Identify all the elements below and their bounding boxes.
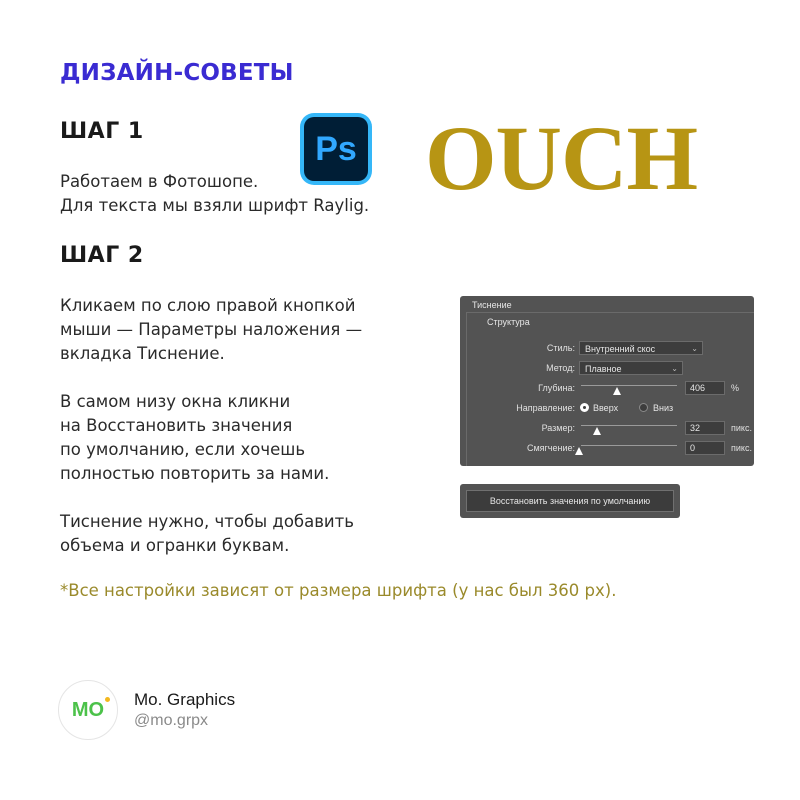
photoshop-logo-text: Ps xyxy=(304,117,368,181)
brand-logo-dot-icon xyxy=(105,697,110,702)
depth-label: Глубина: xyxy=(538,383,575,393)
direction-down-radio[interactable] xyxy=(639,403,648,412)
size-slider-thumb[interactable] xyxy=(593,427,601,435)
soften-input[interactable]: 0 xyxy=(685,441,725,455)
step2-paragraph-2 xyxy=(60,390,329,486)
direction-down-label: Вниз xyxy=(653,403,674,413)
depth-unit: % xyxy=(731,383,740,393)
chevron-down-icon: ⌄ xyxy=(671,364,678,373)
avatar xyxy=(58,680,118,740)
restore-defaults-panel xyxy=(460,484,680,518)
step1-line: Работаем в Фотошопе. xyxy=(60,172,259,191)
step2-title: ШАГ 2 xyxy=(60,243,144,268)
step2-line: Кликаем по слою правой кнопкой xyxy=(60,296,356,315)
style-select[interactable] xyxy=(579,341,703,355)
step1-line: Для текста мы взяли шрифт Raylig. xyxy=(60,196,370,215)
method-select[interactable] xyxy=(579,361,683,375)
soften-slider-track[interactable] xyxy=(581,445,677,446)
depth-slider-track[interactable] xyxy=(581,385,677,386)
brand-logo-text: MO xyxy=(71,698,105,721)
structure-group xyxy=(466,312,754,466)
sample-ouch-text: OUCH xyxy=(425,107,697,209)
step2-line: по умолчанию, если хочешь xyxy=(60,440,306,459)
step2-line: В самом низу окна кликни xyxy=(60,392,291,411)
soften-slider-thumb[interactable] xyxy=(575,447,583,455)
step1-title: ШАГ 1 xyxy=(60,119,144,144)
depth-input[interactable]: 406 xyxy=(685,381,725,395)
step2-line: вкладка Тиснение. xyxy=(60,344,225,363)
step2-line: на Восстановить значения xyxy=(60,416,293,435)
chevron-down-icon: ⌄ xyxy=(691,344,698,353)
size-slider-track[interactable] xyxy=(581,425,677,426)
brand-logo xyxy=(72,699,104,722)
step2-paragraph-1 xyxy=(60,294,362,366)
step2-line: мыши — Параметры наложения — xyxy=(60,320,363,339)
step2-line: полностью повторить за нами. xyxy=(60,464,330,483)
restore-defaults-button[interactable]: Восстановить значения по умолчанию xyxy=(466,490,674,512)
bevel-emboss-panel xyxy=(460,296,754,466)
style-label: Стиль: xyxy=(546,343,575,353)
panel-title: Тиснение xyxy=(472,300,512,310)
size-unit: пикс. xyxy=(731,423,752,433)
method-value: Плавное xyxy=(585,364,622,374)
soften-unit: пикс. xyxy=(731,443,752,453)
step2-line: объема и огранки буквам. xyxy=(60,536,290,555)
soften-label: Смягчение: xyxy=(526,443,575,453)
brand-handle[interactable]: @mo.grpx xyxy=(134,712,209,729)
direction-up-label: Вверх xyxy=(593,403,619,413)
step2-line: Тиснение нужно, чтобы добавить xyxy=(60,512,354,531)
size-label: Размер: xyxy=(541,423,575,433)
settings-note: *Все настройки зависят от размера шрифта (у нас был 360 px). xyxy=(60,581,617,600)
style-value: Внутренний скос xyxy=(585,344,656,354)
photoshop-icon xyxy=(300,113,372,185)
step2-paragraph-3 xyxy=(60,510,354,558)
structure-title: Структура xyxy=(487,317,530,327)
method-label: Метод: xyxy=(546,363,575,373)
size-input[interactable]: 32 xyxy=(685,421,725,435)
brand-name: Mo. Graphics xyxy=(134,690,236,709)
direction-label: Направление: xyxy=(516,403,575,413)
page-heading: ДИЗАЙН-СОВЕТЫ xyxy=(60,60,294,86)
depth-slider-thumb[interactable] xyxy=(613,387,621,395)
direction-up-radio[interactable] xyxy=(580,403,589,412)
